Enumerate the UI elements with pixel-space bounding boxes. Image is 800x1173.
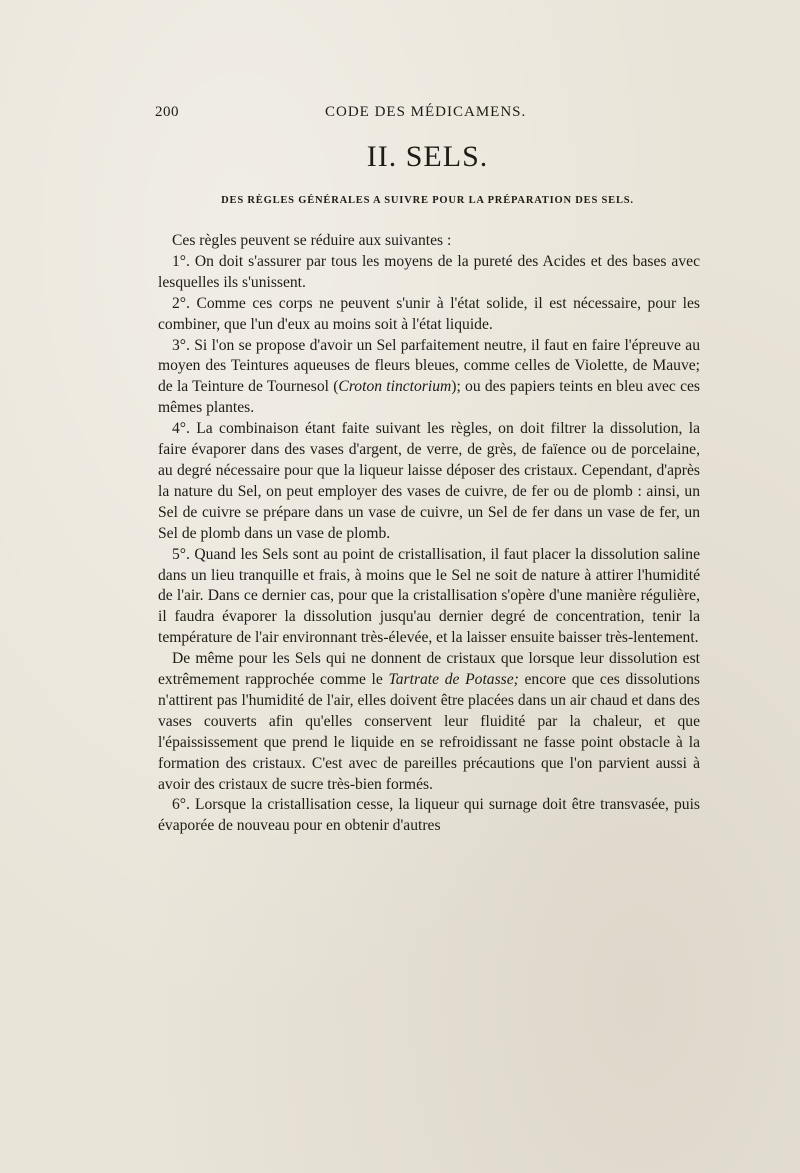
page-number: 200 — [155, 104, 179, 120]
paragraph-intro: Ces règles peuvent se réduire aux suivantes : — [172, 232, 452, 249]
paragraph-rule-1: 1°. On doit s'assurer par tous les moyens de la pureté des Acides et des bases avec lesquelles ils s'unissent. — [158, 252, 700, 291]
paragraph-rule-5-continued — [158, 649, 700, 795]
paragraph-rule-5: 5°. Quand les Sels sont au point de cristallisation, il faut placer la dissolution saline dans un lieu tranquille et frais, à moins que le Sel ne soit de nature à attirer l'humidité de l'air. Dans ce dernier cas, pour que la cristallisation s'opère d'une manière régulière, il faudra évaporer la dissolution jusqu'au dernier degré de concentration, tenir la température de l'air environnant très-élevée, et la laisser ensuite baisser très-lentement. — [158, 545, 700, 647]
paragraph-rule-3 — [158, 336, 700, 420]
paragraph-rule-3-italic: Croton tinctorium — [338, 378, 452, 396]
paragraph-rule-3-part-b: ); ou des papiers teints en bleu avec ces mêmes plantes. — [158, 378, 700, 417]
paragraph-rule-5-continued-part-a: De même pour les Sels qui ne donnent de cristaux que lorsque leur dissolution est extrêmement rapprochée comme le — [158, 650, 700, 689]
section-title: II. SELS. — [366, 140, 489, 173]
section-subtitle: DES RÈGLES GÉNÉRALES A SUIVRE POUR LA PRÉPARATION DES SELS. — [221, 195, 634, 206]
paragraph-rule-3-part-a: 3°. Si l'on se propose d'avoir un Sel parfaitement neutre, il faut en faire l'épreuve au moyen des Teintures aqueuses de fleurs bleues, comme celles de Violette, de Mauve; de la Teinture de Tournesol ( — [158, 336, 700, 396]
paragraph-rule-4: 4°. La combinaison étant faite suivant les règles, on doit filtrer la dissolution, la faire évaporer dans des vases d'argent, de verre, de grès, de faïence ou de porcelaine, au degré nécessaire pour que la liqueur laisse déposer des cristaux. Cependant, d'après la nature du Sel, on peut employer des vases de cuivre, de fer ou de plomb : ainsi, un Sel de cuivre se prépare dans un vase de cuivre, un Sel de fer dans un vase de fer, un Sel de plomb dans un vase de plomb. — [158, 420, 700, 542]
paragraph-rule-2: 2°. Comme ces corps ne peuvent s'unir à l'état solide, il est nécessaire, pour les combiner, que l'un d'eux au moins soit à l'état liquide. — [158, 294, 700, 333]
paragraph-rule-5-continued-part-b: encore que ces dissolutions n'attirent pas l'humidité de l'air, elles doivent être placées dans un air chaud et dans des vases couverts afin qu'elles conservent leur fluidité par la chaleur, et que l'épaississement que prend le liquide en se refroidissant ne fasse point obstacle à la formation des cristaux. C'est avec de pareilles précautions que l'on parvient aussi à avoir des cristaux de sucre très-bien formés. — [158, 671, 701, 793]
paragraph-rule-5-continued-italic: Tartrate de Potasse; — [388, 671, 519, 689]
body-text — [158, 231, 700, 837]
running-head — [155, 104, 700, 124]
paragraph-rule-6: 6°. Lorsque la cristallisation cesse, la liqueur qui surnage doit être transvasée, puis évaporée de nouveau pour en obtenir d'autres — [158, 796, 700, 835]
running-title: CODE DES MÉDICAMENS. — [325, 104, 527, 120]
